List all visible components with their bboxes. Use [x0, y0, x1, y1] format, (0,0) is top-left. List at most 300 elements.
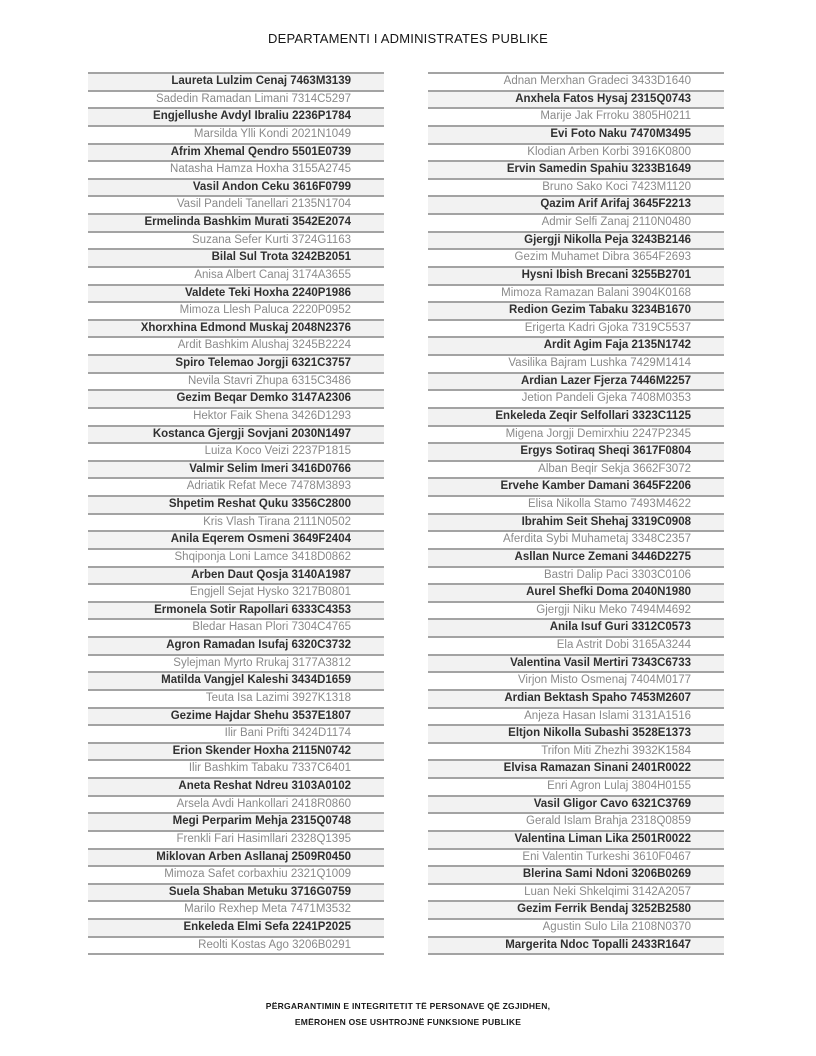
person-entry	[428, 336, 724, 354]
person-id: 3147A2306	[291, 392, 351, 405]
person-name: Asllan Nurce Zemani	[514, 550, 629, 563]
person-entry	[428, 425, 724, 443]
person-name: Ibrahim Seit Shehaj	[521, 515, 629, 528]
person-entry	[88, 284, 384, 302]
person-name: Sylejman Myrto Rrukaj	[173, 656, 289, 669]
person-entry	[88, 213, 384, 231]
person-id: 7463M3139	[290, 75, 351, 87]
person-id: 2247P2345	[632, 427, 691, 440]
person-name: Elisa Nikolla Stamo	[527, 498, 628, 510]
person-entry	[88, 143, 384, 161]
person-name: Bledar Hasan Plori	[192, 621, 289, 634]
person-entry	[88, 795, 384, 813]
person-name: Anxhela Fatos Hysaj	[515, 92, 628, 105]
person-id: 3418D0862	[291, 550, 351, 563]
person-id: 3617F0804	[632, 445, 691, 458]
person-id: 3245B2224	[292, 339, 351, 352]
person-entry	[428, 125, 724, 143]
person-name: Miklovan Arben Asllanaj	[156, 850, 289, 863]
person-entry	[428, 566, 724, 584]
person-id: 2048N2376	[291, 321, 351, 334]
person-id: 3654F2693	[632, 251, 691, 264]
person-id: 3165A3244	[632, 639, 691, 651]
person-name: Migena Jorgji Demirxhiu	[505, 427, 629, 440]
person-name: Eltjon Nikolla Subashi	[508, 727, 629, 740]
person-entry	[88, 548, 384, 566]
person-entry	[88, 301, 384, 319]
person-id: 6320C3732	[291, 639, 351, 651]
person-name: Admir Selfi Zanaj	[541, 216, 630, 228]
person-name: Shpetim Reshat Quku	[168, 498, 289, 510]
person-entry	[88, 319, 384, 337]
person-id: 7408M0353	[630, 392, 691, 405]
person-name: Evi Foto Naku	[550, 127, 628, 140]
person-id: 2115N0742	[292, 744, 351, 757]
person-id: 3804H0155	[631, 780, 691, 792]
person-entry	[88, 178, 384, 196]
person-id: 3140A1987	[291, 568, 351, 581]
person-name: Gjergji Niku Meko	[536, 603, 628, 616]
person-id: 3716G0759	[290, 885, 351, 898]
person-entry	[428, 372, 724, 390]
person-id: 3234B1670	[631, 304, 691, 317]
person-entry	[428, 883, 724, 901]
person-id: 2321Q1009	[290, 868, 351, 881]
person-name: Qazim Arif Arifaj	[540, 198, 630, 211]
person-id: 2237P1815	[292, 445, 351, 458]
person-id: 2021N1049	[291, 127, 351, 140]
person-entry	[88, 601, 384, 619]
person-name: Ilir Bani Prifti	[224, 727, 290, 740]
person-id: 7343C6733	[631, 656, 691, 669]
person-entry	[428, 759, 724, 777]
person-id: 2328Q1395	[290, 832, 351, 845]
person-name: Xhorxhina Edmond Muskaj	[140, 321, 289, 334]
person-entry	[428, 671, 724, 689]
person-entry	[88, 689, 384, 707]
person-name: Suela Shaban Metuku	[168, 885, 288, 898]
person-entry	[428, 389, 724, 407]
person-entry	[88, 513, 384, 531]
person-name: Gezime Hajdar Shehu	[170, 709, 289, 722]
person-entry	[428, 636, 724, 654]
person-name: Redion Gezim Tabaku	[509, 304, 629, 317]
person-id: 3312C0573	[631, 621, 691, 634]
person-name: Laureta Lulzim Cenaj	[171, 75, 288, 87]
person-entry	[428, 865, 724, 883]
person-id: 2240P1986	[292, 286, 351, 299]
person-id: 3206B0291	[292, 938, 351, 951]
person-name: Valentina Liman Lika	[514, 832, 629, 845]
names-column-left	[88, 72, 384, 955]
person-name: Teuta Isa Lazimi	[205, 691, 289, 704]
person-name: Suzana Sefer Kurti	[192, 233, 289, 246]
person-name: Engjell Sejat Hysko	[189, 586, 289, 599]
person-entry	[428, 548, 724, 566]
person-entry	[88, 566, 384, 584]
person-name: Hektor Faik Shena	[193, 409, 289, 422]
person-entry	[88, 442, 384, 460]
person-id: 3252B2580	[631, 903, 691, 916]
person-id: 2509R0450	[291, 850, 351, 863]
person-name: Blerina Sami Ndoni	[522, 868, 629, 881]
person-name: Adnan Merxhan Gradeci	[503, 75, 629, 87]
person-name: Erigerta Kadri Gjoka	[524, 321, 629, 334]
person-name: Vasil Gligor Cavo	[533, 797, 629, 810]
person-id: 2241P2025	[292, 921, 351, 933]
person-id: 2433R1647	[631, 938, 691, 951]
person-id: 7423M1120	[631, 180, 691, 193]
person-name: Gezim Beqar Demko	[176, 392, 289, 405]
person-name: Mimoza Safet corbaxhiu	[164, 868, 288, 881]
person-id: 7404M0177	[630, 674, 691, 687]
person-name: Ardit Bashkim Alushaj	[177, 339, 289, 352]
person-name: Frenkli Fari Hasimllari	[176, 832, 288, 845]
person-name: Ela Astrit Dobi	[556, 639, 629, 651]
person-entry	[428, 900, 724, 918]
person-name: Luiza Koco Veizi	[204, 445, 289, 458]
person-id: 7314C5297	[291, 92, 351, 105]
person-name: Bruno Sako Koci	[542, 180, 628, 193]
names-column-right	[428, 72, 724, 955]
person-id: 2030N1497	[291, 427, 351, 440]
person-entry	[428, 689, 724, 707]
person-id: 3103A0102	[291, 780, 351, 792]
person-entry	[428, 266, 724, 284]
person-id: 3927K1318	[292, 691, 351, 704]
person-id: 2315Q0748	[290, 815, 351, 828]
person-id: 6321C3757	[291, 357, 351, 369]
person-id: 3303C0106	[631, 568, 691, 581]
person-name: Eni Valentin Turkeshi	[522, 850, 630, 863]
person-name: Mimoza Llesh Paluca	[179, 304, 289, 317]
person-id: 3610F0467	[632, 850, 691, 863]
person-entry	[88, 72, 384, 90]
person-name: Anjeza Hasan Islami	[524, 709, 629, 722]
person-name: Enkeleda Elmi Sefa	[183, 921, 289, 933]
person-name: Vasil Andon Ceku	[192, 180, 290, 193]
person-entry	[88, 266, 384, 284]
person-id: 3416D0766	[291, 462, 351, 475]
person-id: 3645F2213	[632, 198, 691, 211]
person-name: Klodian Arben Korbi	[527, 145, 629, 158]
person-name: Adriatik Refat Mece	[186, 480, 288, 493]
person-entry	[428, 530, 724, 548]
person-entry	[428, 319, 724, 337]
person-name: Vasilika Bajram Lushka	[508, 357, 628, 369]
person-id: 3319C0908	[631, 515, 691, 528]
person-name: Valentina Vasil Mertiri	[510, 656, 629, 669]
person-name: Jetion Pandeli Gjeka	[521, 392, 628, 405]
person-name: Gezim Muhamet Dibra	[514, 251, 630, 264]
person-id: 3645F2206	[632, 480, 691, 493]
person-entry	[88, 90, 384, 108]
person-name: Spiro Telemao Jorgji	[175, 357, 289, 369]
person-entry	[428, 460, 724, 478]
person-id: 2318Q0859	[630, 815, 691, 828]
person-id: 3174A3655	[292, 268, 351, 281]
person-id: 3537E1807	[292, 709, 351, 722]
person-id: 7304C4765	[291, 621, 351, 634]
person-entry	[88, 636, 384, 654]
person-entry	[88, 231, 384, 249]
person-id: 2401R0022	[631, 762, 691, 775]
person-name: Aneta Reshat Ndreu	[178, 780, 289, 792]
person-id: 7494M4692	[630, 603, 691, 616]
person-id: 3932K1584	[632, 744, 691, 757]
person-entry	[88, 583, 384, 601]
person-entry	[428, 513, 724, 531]
person-id: 7337C6401	[291, 762, 351, 775]
person-entry	[88, 883, 384, 901]
person-entry	[88, 830, 384, 848]
person-entry	[88, 742, 384, 760]
person-name: Reolti Kostas Ago	[198, 938, 289, 951]
person-id: 7470M3495	[630, 127, 691, 140]
person-name: Ermonela Sotir Rapollari	[154, 603, 289, 616]
person-entry	[88, 248, 384, 266]
person-id: 3142A2057	[632, 885, 691, 898]
person-entry	[88, 671, 384, 689]
person-entry	[88, 777, 384, 795]
person-id: 3424D1174	[292, 727, 351, 740]
person-id: 3243B2146	[631, 233, 691, 246]
person-entry	[428, 654, 724, 672]
person-entry	[428, 178, 724, 196]
person-id: 6333C4353	[291, 603, 351, 616]
person-entry	[428, 918, 724, 936]
person-entry	[428, 195, 724, 213]
person-entry	[88, 530, 384, 548]
person-entry	[428, 301, 724, 319]
person-id: 2501R0022	[631, 832, 691, 845]
person-entry	[428, 830, 724, 848]
person-name: Ardian Lazer Fjerza	[520, 374, 628, 387]
person-id: 2315Q0743	[630, 92, 691, 105]
person-id: 3904K0168	[632, 286, 691, 299]
person-id: 6321C3769	[631, 797, 691, 810]
person-entry	[88, 160, 384, 178]
person-name: Hysni Ibish Brecani	[521, 268, 629, 281]
person-entry	[428, 936, 724, 954]
person-name: Valdete Teki Hoxha	[184, 286, 289, 299]
person-entry	[428, 724, 724, 742]
person-id: 3206B0269	[631, 868, 691, 881]
person-entry	[88, 195, 384, 213]
person-id: 7453M2607	[630, 691, 691, 704]
person-entry	[88, 425, 384, 443]
person-id: 2108N0370	[631, 921, 691, 933]
person-entry	[88, 336, 384, 354]
person-id: 3356C2800	[291, 498, 351, 510]
person-id: 3155A2745	[292, 163, 351, 176]
person-id: 3446D2275	[631, 550, 691, 563]
person-entry	[88, 389, 384, 407]
person-name: Megi Perparim Mehja	[172, 815, 288, 828]
person-entry	[428, 795, 724, 813]
person-id: 3805H0211	[632, 110, 691, 123]
person-id: 7478M3893	[290, 480, 351, 493]
person-entry	[88, 900, 384, 918]
person-name: Nevila Stavri Zhupa	[187, 374, 289, 387]
person-name: Matilda Vangjel Kaleshi	[161, 674, 289, 687]
person-entry	[428, 442, 724, 460]
person-name: Aferdita Sybi Muhametaj	[503, 533, 629, 546]
person-entry	[428, 583, 724, 601]
person-name: Arben Daut Qosja	[191, 568, 289, 581]
person-name: Afrim Xhemal Qendro	[170, 145, 289, 158]
person-entry	[88, 477, 384, 495]
person-name: Gjergji Nikolla Peja	[524, 233, 629, 246]
person-entry	[428, 495, 724, 513]
person-entry	[428, 160, 724, 178]
person-name: Trifon Miti Zhezhi	[541, 744, 629, 757]
person-entry	[88, 812, 384, 830]
person-entry	[428, 90, 724, 108]
person-entry	[88, 848, 384, 866]
footer-line-2: EMËROHEN OSE USHTROJNË FUNKSIONE PUBLIKE	[294, 1017, 522, 1027]
person-entry	[88, 865, 384, 883]
person-id: 3528E1373	[632, 727, 691, 740]
person-name: Aurel Shefki Doma	[526, 586, 629, 599]
person-id: 2110N0480	[632, 216, 691, 228]
person-id: 7493M4622	[630, 498, 691, 510]
person-name: Natasha Hamza Hoxha	[170, 163, 289, 176]
names-table	[88, 72, 724, 955]
person-entry	[428, 284, 724, 302]
person-id: 2135N1704	[291, 198, 351, 211]
person-entry	[428, 618, 724, 636]
person-entry	[428, 248, 724, 266]
person-name: Elvisa Ramazan Sinani	[503, 762, 629, 775]
person-entry	[88, 654, 384, 672]
person-id: 3434D1659	[291, 674, 351, 687]
person-entry	[88, 707, 384, 725]
person-entry	[428, 407, 724, 425]
person-entry	[88, 759, 384, 777]
person-name: Gezim Ferrik Bendaj	[517, 903, 629, 916]
person-name: Virjon Misto Osmenaj	[517, 674, 628, 687]
person-name: Ardian Bektash Spaho	[504, 691, 628, 704]
person-entry	[88, 372, 384, 390]
person-name: Kris Vlash Tirana	[203, 515, 291, 528]
person-id: 3242B2051	[291, 251, 351, 264]
person-name: Arsela Avdi Hankollari	[176, 797, 289, 810]
person-entry	[88, 724, 384, 742]
person-id: 3662F3072	[632, 462, 691, 475]
person-id: 3916K0800	[632, 145, 691, 158]
person-name: Enkeleda Zeqir Selfollari	[495, 409, 629, 422]
person-entry	[428, 107, 724, 125]
person-name: Enri Agron Lulaj	[547, 780, 629, 792]
person-id: 3542E2074	[292, 216, 351, 228]
person-name: Marije Jak Frroku	[540, 110, 630, 123]
person-name: Luan Neki Shkelqimi	[524, 885, 629, 898]
person-id: 3724G1163	[291, 233, 351, 246]
page-title: DEPARTAMENTI I ADMINISTRATES PUBLIKE	[267, 31, 548, 46]
person-name: Agustin Sulo Lila	[542, 921, 629, 933]
person-name: Gerald Islam Brahja	[526, 815, 628, 828]
person-id: 3616F0799	[292, 180, 351, 193]
person-entry	[88, 618, 384, 636]
person-entry	[88, 107, 384, 125]
person-entry	[88, 407, 384, 425]
person-id: 3323C1125	[632, 409, 691, 422]
person-id: 7429M1414	[630, 357, 691, 369]
person-id: 7471M3532	[290, 903, 351, 916]
person-name: Shqiponja Loni Lamce	[174, 550, 289, 563]
person-entry	[428, 72, 724, 90]
footer-line-1: PËRGARANTIMIN E INTEGRITETIT TË PERSONAVE QË ZGJIDHEN,	[265, 1001, 551, 1011]
person-name: Ergys Sotiraq Sheqi	[520, 445, 630, 458]
person-name: Vasil Pandeli Tanellari	[176, 198, 289, 211]
person-name: Sadedin Ramadan Limani	[155, 92, 289, 105]
person-entry	[428, 601, 724, 619]
person-entry	[428, 848, 724, 866]
person-entry	[428, 231, 724, 249]
person-name: Kostanca Gjergji Sovjani	[152, 427, 289, 440]
person-id: 3233B1649	[631, 163, 691, 176]
person-name: Bilal Sul Trota	[211, 251, 289, 264]
person-name: Margerita Ndoc Topalli	[505, 938, 629, 951]
person-id: 5501E0739	[292, 145, 351, 158]
person-id: 7446M2257	[630, 374, 691, 387]
person-entry	[88, 495, 384, 513]
person-id: 2236P1784	[292, 110, 351, 123]
person-name: Marsilda Ylli Kondi	[193, 127, 289, 140]
person-id: 2135N1742	[631, 339, 691, 352]
person-id: 2418R0860	[291, 797, 351, 810]
person-name: Ardit Agim Faja	[543, 339, 629, 352]
person-name: Marilo Rexhep Meta	[184, 903, 288, 916]
person-id: 3649F2404	[292, 533, 351, 546]
person-name: Mimoza Ramazan Balani	[501, 286, 629, 299]
person-name: Ermelinda Bashkim Murati	[144, 216, 289, 228]
person-name: Ervin Samedin Spahiu	[506, 163, 629, 176]
person-entry	[428, 742, 724, 760]
person-name: Anila Isuf Guri	[549, 621, 629, 634]
person-id: 6315C3486	[291, 374, 351, 387]
person-entry	[428, 812, 724, 830]
person-id: 3177A3812	[292, 656, 351, 669]
person-name: Erion Skender Hoxha	[172, 744, 289, 757]
person-entry	[88, 918, 384, 936]
person-entry	[428, 477, 724, 495]
person-id: 3433D1640	[631, 75, 691, 87]
person-id: 3348C2357	[631, 533, 691, 546]
person-id: 2040N1980	[631, 586, 691, 599]
person-entry	[88, 460, 384, 478]
person-entry	[428, 213, 724, 231]
person-name: Engjellushe Avdyl Ibraliu	[153, 110, 289, 123]
person-entry	[428, 707, 724, 725]
person-id: 3255B2701	[631, 268, 691, 281]
footer-law-reference	[0, 998, 816, 1030]
person-name: Anisa Albert Canaj	[194, 268, 289, 281]
person-entry	[428, 143, 724, 161]
person-id: 2220P0952	[292, 304, 351, 317]
person-id: 3217B0801	[292, 586, 351, 599]
person-name: Bastri Dalip Paci	[543, 568, 629, 581]
person-entry	[88, 936, 384, 954]
person-id: 3131A1516	[632, 709, 691, 722]
person-name: Anila Eqerem Osmeni	[170, 533, 290, 546]
person-name: Agron Ramadan Isufaj	[166, 639, 289, 651]
person-id: 2111N0502	[293, 515, 351, 528]
person-entry	[428, 777, 724, 795]
person-entry	[428, 354, 724, 372]
person-name: Ervehe Kamber Damani	[500, 480, 630, 493]
